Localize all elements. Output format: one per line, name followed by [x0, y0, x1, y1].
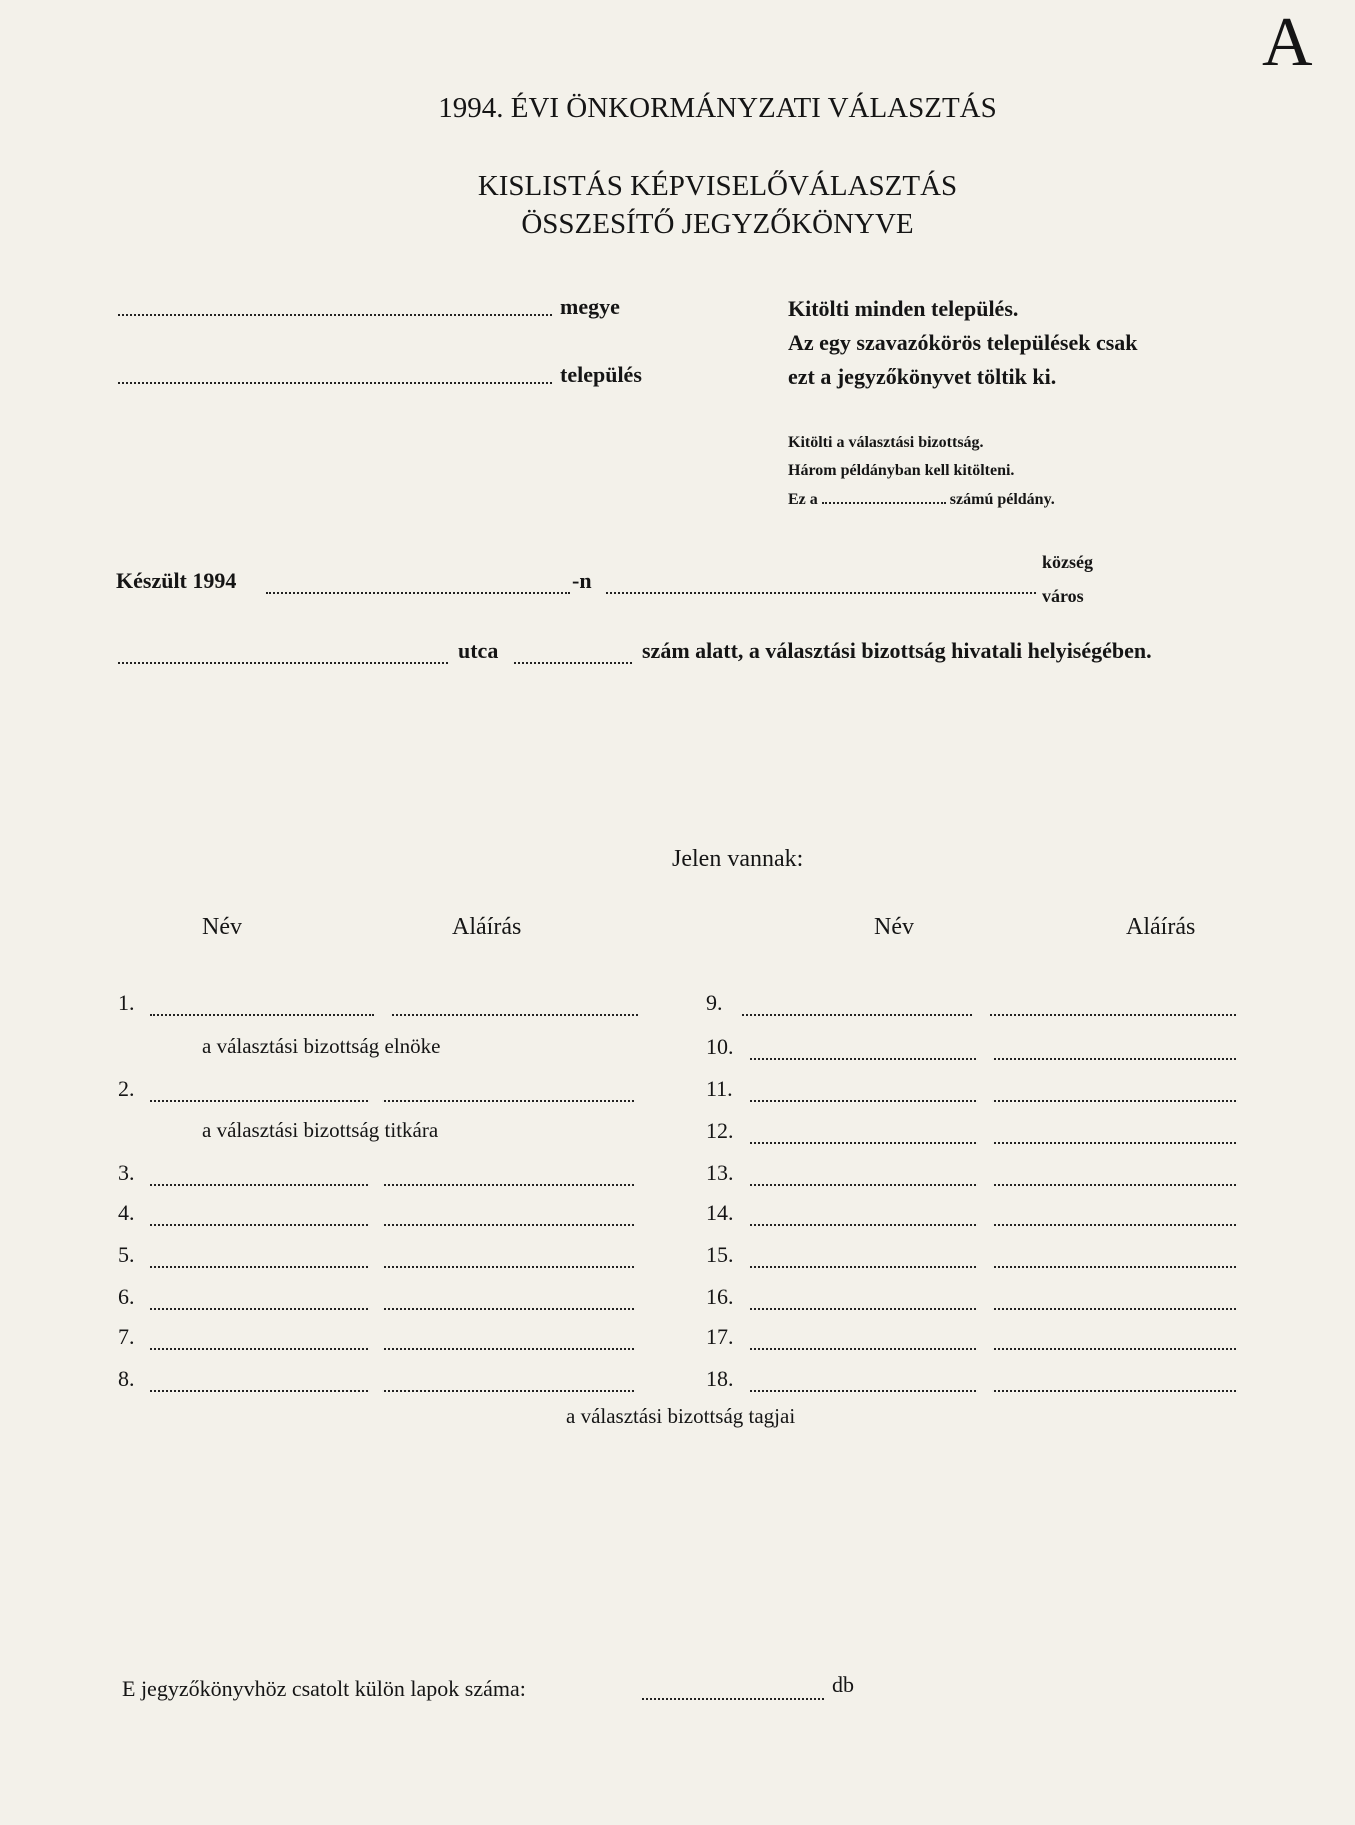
note-line-1: Kitölti minden település.: [788, 296, 1019, 321]
copy-number-field[interactable]: [822, 490, 946, 504]
left-signature-field[interactable]: [384, 1330, 634, 1350]
right-row-number: 9.: [706, 990, 723, 1015]
copy-prefix: Ez a: [788, 491, 818, 508]
right-name-field[interactable]: [750, 1166, 976, 1186]
title-summary-record: ÖSSZESÍTŐ JEGYZŐKÖNYVE: [521, 208, 914, 240]
right-signature-field[interactable]: [994, 1290, 1236, 1310]
right-row-number: 18.: [706, 1366, 734, 1391]
left-name-field[interactable]: [150, 1206, 368, 1226]
right-signature-field[interactable]: [994, 1124, 1236, 1144]
left-name-field[interactable]: [150, 1166, 368, 1186]
left-name-field[interactable]: [150, 1082, 368, 1102]
small-note-3: [788, 490, 1055, 509]
right-name-field[interactable]: [750, 1372, 976, 1392]
county-label: megye: [560, 294, 620, 319]
copy-suffix: számú példány.: [949, 491, 1055, 508]
left-name-field[interactable]: [150, 1248, 368, 1268]
right-row-number: 17.: [706, 1324, 734, 1349]
right-row-number: 10.: [706, 1034, 734, 1059]
signature-header-left: Aláírás: [452, 914, 522, 940]
right-signature-field[interactable]: [990, 996, 1236, 1016]
right-signature-field[interactable]: [994, 1040, 1236, 1060]
street-field[interactable]: [118, 644, 448, 664]
location-text: szám alatt, a választási bizottság hivatali helyiségében.: [642, 638, 1152, 663]
small-note-1: Kitölti a választási bizottság.: [788, 434, 984, 451]
right-name-field[interactable]: [750, 1248, 976, 1268]
note-line-2: Az egy szavazókörös települések csak: [788, 330, 1138, 355]
right-signature-field[interactable]: [994, 1206, 1236, 1226]
left-signature-field[interactable]: [384, 1082, 634, 1102]
name-header-right: Név: [874, 914, 914, 940]
left-row-number: 8.: [118, 1366, 135, 1391]
right-row-number: 11.: [706, 1076, 733, 1101]
left-signature-field[interactable]: [384, 1372, 634, 1392]
right-name-field[interactable]: [750, 1206, 976, 1226]
left-signature-field[interactable]: [384, 1206, 634, 1226]
signature-header-right: Aláírás: [1126, 914, 1196, 940]
left-name-field[interactable]: [150, 1372, 368, 1392]
db-unit: db: [832, 1672, 854, 1697]
note-line-3: ezt a jegyzőkönyvet töltik ki.: [788, 364, 1057, 389]
settlement-label: település: [560, 362, 642, 387]
left-row-number: 7.: [118, 1324, 135, 1349]
right-signature-field[interactable]: [994, 1166, 1236, 1186]
right-name-field[interactable]: [750, 1082, 976, 1102]
left-name-field[interactable]: [150, 1290, 368, 1310]
left-signature-field[interactable]: [384, 1290, 634, 1310]
left-row-number: 3.: [118, 1160, 135, 1185]
right-signature-field[interactable]: [994, 1330, 1236, 1350]
left-row-number: 2.: [118, 1076, 135, 1101]
title-election-year: 1994. ÉVI ÖNKORMÁNYZATI VÁLASZTÁS: [438, 92, 997, 124]
house-number-field[interactable]: [514, 644, 632, 664]
made-prefix: Készült 1994: [116, 568, 237, 593]
name-header-left: Név: [202, 914, 242, 940]
right-name-field[interactable]: [750, 1124, 976, 1144]
left-row-number: 5.: [118, 1242, 135, 1267]
left-signature-field[interactable]: [384, 1248, 634, 1268]
settlement-field[interactable]: [118, 364, 552, 384]
right-signature-field[interactable]: [994, 1372, 1236, 1392]
left-signature-field[interactable]: [384, 1166, 634, 1186]
right-row-number: 16.: [706, 1284, 734, 1309]
county-field[interactable]: [118, 296, 552, 316]
place-field[interactable]: [606, 574, 1036, 594]
members-label: a választási bizottság tagjai: [566, 1404, 796, 1428]
small-note-2: Három példányban kell kitölteni.: [788, 462, 1015, 479]
left-row-number: 6.: [118, 1284, 135, 1309]
present-heading: Jelen vannak:: [672, 846, 804, 872]
chairman-label: a választási bizottság elnöke: [202, 1034, 441, 1058]
right-row-number: 12.: [706, 1118, 734, 1143]
right-name-field[interactable]: [750, 1290, 976, 1310]
kozseg-label: község: [1042, 552, 1093, 572]
varos-label: város: [1042, 586, 1084, 606]
right-signature-field[interactable]: [994, 1248, 1236, 1268]
left-row-number: 4.: [118, 1200, 135, 1225]
right-signature-field[interactable]: [994, 1082, 1236, 1102]
title-election-type: KISLISTÁS KÉPVISELŐVÁLASZTÁS: [477, 170, 958, 202]
left-row-number: 1.: [118, 990, 135, 1015]
date-suffix: -n: [572, 568, 592, 593]
right-row-number: 15.: [706, 1242, 734, 1267]
street-label: utca: [458, 638, 499, 663]
attached-sheets-label: E jegyzőkönyvhöz csatolt külön lapok száma:: [122, 1676, 526, 1701]
secretary-label: a választási bizottság titkára: [202, 1118, 439, 1142]
left-name-field[interactable]: [150, 1330, 368, 1350]
left-signature-field[interactable]: [392, 996, 638, 1016]
form-letter: A: [1262, 4, 1313, 81]
right-name-field[interactable]: [750, 1330, 976, 1350]
right-name-field[interactable]: [742, 996, 972, 1016]
date-field[interactable]: [266, 574, 570, 594]
right-row-number: 14.: [706, 1200, 734, 1225]
right-name-field[interactable]: [750, 1040, 976, 1060]
right-row-number: 13.: [706, 1160, 734, 1185]
left-name-field[interactable]: [150, 996, 374, 1016]
attached-sheets-field[interactable]: [642, 1680, 824, 1700]
